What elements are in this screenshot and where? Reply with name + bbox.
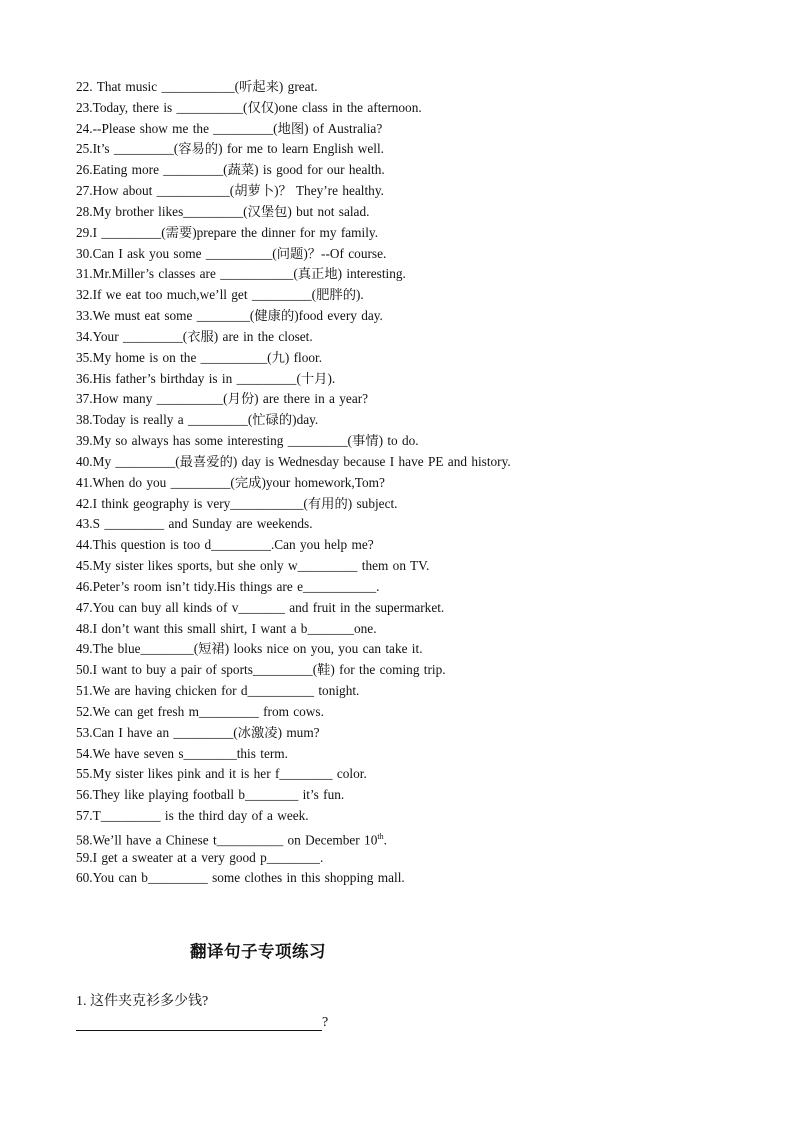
exercise-text: 35.My home is on the __________(九) floor.	[76, 349, 323, 365]
translation-question-1: 1. 这件夹克衫多少钱?	[76, 994, 209, 1009]
exercise-item	[76, 98, 776, 119]
exercise-text: 51.We are having chicken for d__________ tonight.	[76, 683, 360, 699]
exercise-text: 40.My _________(最喜爱的) day is Wednesday because I have PE and history.	[76, 453, 511, 469]
exercise-text: 42.I think geography is very___________(有用的) subject.	[76, 495, 398, 511]
exercise-item	[76, 181, 776, 202]
exercise-text: 22. That music ___________(听起来) great.	[76, 79, 318, 94]
exercise-text: 53.Can I have an _________(冰激凌) mum?	[76, 724, 320, 740]
exercise-text: 34.Your _________(衣服) are in the closet.	[76, 328, 313, 344]
exercise-text: 48.I don’t want this small shirt, I want a b_______one.	[76, 620, 377, 636]
exercise-text: 37.How many __________(月份) are there in a year?	[76, 391, 369, 407]
exercise-text: 36.His father’s birthday is in _________(十月).	[76, 370, 336, 386]
exercise-text: 52.We can get fresh m_________ from cows.	[76, 703, 324, 719]
exercise-item	[76, 431, 776, 452]
exercise-text: 26.Eating more _________(蔬菜) is good for our health.	[76, 162, 385, 178]
exercise-item	[76, 494, 776, 515]
exercise-text: 46.Peter’s room isn’t tidy.His things are e___________.	[76, 578, 380, 594]
exercise-text: 25.It’s _________(容易的) for me to learn English well.	[76, 141, 384, 157]
exercise-text: 24.--Please show me the _________(地图) of Australia?	[76, 120, 383, 136]
fill-in-exercise-list	[76, 77, 776, 889]
exercise-item	[76, 598, 776, 619]
exercise-item	[76, 452, 776, 473]
exercise-text: 47.You can buy all kinds of v_______ and fruit in the supermarket.	[76, 599, 445, 615]
exercise-item	[76, 535, 776, 556]
exercise-text: 45.My sister likes sports, but she only w_________ them on TV.	[76, 558, 430, 574]
exercise-item	[76, 827, 776, 848]
exercise-text: 55.My sister likes pink and it is her f________ color.	[76, 766, 367, 782]
exercise-item	[76, 285, 776, 306]
exercise-text: 43.S _________ and Sunday are weekends.	[76, 516, 313, 532]
answer-blank	[76, 1016, 322, 1031]
ordinal-superscript: th	[377, 831, 384, 841]
exercise-item	[76, 723, 776, 744]
exercise-text: 28.My brother likes_________(汉堡包) but not salad.	[76, 203, 370, 219]
exercise-item	[76, 160, 776, 181]
exercise-text: 31.Mr.Miller’s classes are ___________(真正地) interesting.	[76, 266, 406, 282]
exercise-text: 33.We must eat some ________(健康的)food every day.	[76, 308, 383, 324]
exercise-item	[76, 848, 776, 869]
exercise-item	[76, 77, 776, 98]
answer-end-mark: ?	[322, 1015, 329, 1030]
exercise-text: 39.My so always has some interesting _________(事情) to do.	[76, 433, 419, 449]
exercise-item	[76, 785, 776, 806]
exercise-text: 56.They like playing football b________ it’s fun.	[76, 787, 345, 803]
exercise-item	[76, 119, 776, 140]
exercise-item	[76, 619, 776, 640]
exercise-item	[76, 660, 776, 681]
exercise-item	[76, 223, 776, 244]
exercise-text: 59.I get a sweater at a very good p________.	[76, 849, 324, 865]
exercise-item	[76, 577, 776, 598]
exercise-text: 29.I _________(需要)prepare the dinner for my family.	[76, 224, 379, 240]
exercise-item	[76, 389, 776, 410]
exercise-item	[76, 868, 776, 889]
exercise-text: 32.If we eat too much,we’ll get _________(肥胖的).	[76, 287, 364, 303]
exercise-text: 57.T_________ is the third day of a week.	[76, 807, 309, 823]
exercise-item	[76, 202, 776, 223]
section-title: 翻译句子专项练习	[190, 942, 326, 961]
exercise-item	[76, 348, 776, 369]
exercise-text: 44.This question is too d_________.Can you help me?	[76, 537, 374, 553]
exercise-text: 41.When do you _________(完成)your homework,Tom?	[76, 474, 385, 490]
exercise-item	[76, 473, 776, 494]
exercise-item	[76, 369, 776, 390]
exercise-item	[76, 556, 776, 577]
exercise-text: 38.Today is really a _________(忙碌的)day.	[76, 412, 319, 428]
exercise-item	[76, 244, 776, 265]
exercise-text: 54.We have seven s________this term.	[76, 745, 288, 761]
exercise-item	[76, 264, 776, 285]
translation-answer-line-1	[76, 1015, 328, 1031]
exercise-item	[76, 514, 776, 535]
exercise-item	[76, 410, 776, 431]
exercise-text: 27.How about ___________(胡萝卜)？ They’re healthy.	[76, 183, 384, 199]
exercise-item	[76, 681, 776, 702]
exercise-item	[76, 744, 776, 765]
exercise-text: 50.I want to buy a pair of sports_________(鞋) for the coming trip.	[76, 662, 446, 678]
exercise-text: 60.You can b_________ some clothes in this shopping mall.	[76, 870, 405, 886]
exercise-item	[76, 639, 776, 660]
exercise-text: 30.Can I ask you some __________(问题)？--Of course.	[76, 245, 387, 261]
exercise-item	[76, 306, 776, 327]
exercise-text: 58.We’ll have a Chinese t__________ on December 10	[76, 832, 378, 848]
exercise-item	[76, 139, 776, 160]
exercise-item	[76, 702, 776, 723]
exercise-item	[76, 327, 776, 348]
exercise-item	[76, 764, 776, 785]
exercise-item	[76, 806, 776, 827]
exercise-text: 23.Today, there is __________(仅仅)one class in the afternoon.	[76, 99, 422, 115]
sentence-end-period: .	[383, 832, 387, 848]
exercise-text: 49.The blue________(短裙) looks nice on you, you can take it.	[76, 641, 423, 657]
